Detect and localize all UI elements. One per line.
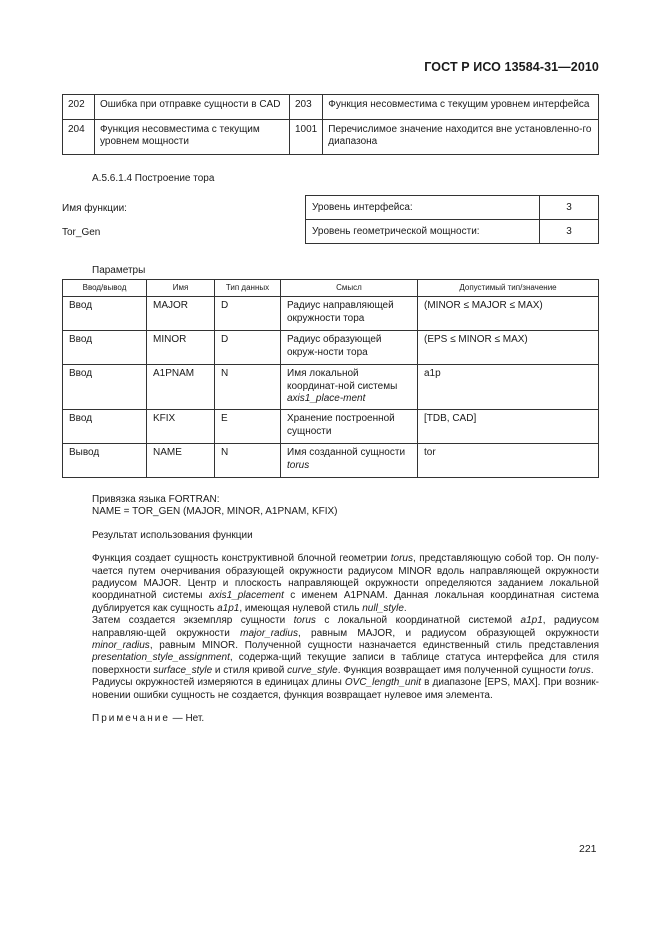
column-header: Ввод/вывод xyxy=(63,280,147,297)
param-name: A1PNAM xyxy=(147,365,215,410)
param-io: Ввод xyxy=(63,297,147,331)
result-title: Результат использования функции xyxy=(92,529,253,541)
table-row xyxy=(63,410,599,444)
error-codes-table xyxy=(62,94,599,155)
table-row xyxy=(63,95,599,120)
param-meaning xyxy=(281,365,418,410)
function-name-label: Имя функции: xyxy=(62,203,127,214)
fortran-title: Привязка языка FORTRAN: xyxy=(92,494,220,505)
param-type: N xyxy=(215,365,281,410)
table-row xyxy=(63,444,599,478)
paragraph: Затем создается экземпляр сущности torus с локальной координатной системой a1p1, радиусом направляю-щей окружности major_radius, равным MAJOR, и радиусом образующей окружности minor_radius, равным MINOR. Полученной сущности назначается единственный стиль представления presentation_style_assignment, содержа-щий текущие записи в таблице статуса интерфейса для стиля поверхности surface_style и стиля кривой curve_style. Функция возвращает имя полученной сущности torus. xyxy=(92,615,599,676)
param-name: MAJOR xyxy=(147,297,215,331)
column-header: Имя xyxy=(147,280,215,297)
column-header: Тип данных xyxy=(215,280,281,297)
paragraph: Функция создает сущность конструктивной блочной геометрии torus, представляющую собой тор. Он полу-чается путем очерчивания образующей окружности радиусом MINOR вдоль направляющей окружности радиусом MAJOR. Центр и плоскость направляющей окружности определяются заданием локальной координатной системы axis1_placement с именем A1PNAM. Данная локальная координатная система дублируется как сущность a1p1, имеющая нулевой стиль null_style. xyxy=(92,553,599,614)
param-allowed: (MINOR ≤ MAJOR ≤ MAX) xyxy=(418,297,599,331)
table-row xyxy=(63,120,599,155)
param-allowed: [TDB, CAD] xyxy=(418,410,599,444)
error-code: 203 xyxy=(290,95,323,120)
param-type: E xyxy=(215,410,281,444)
table-header-row xyxy=(63,280,599,297)
interface-level-label: Уровень интерфейса: xyxy=(306,196,540,220)
note-text: — Нет. xyxy=(169,713,205,725)
meaning-entity: torus xyxy=(287,459,310,471)
meaning-text: Имя локальной координат-ной системы xyxy=(287,368,398,392)
error-code: 1001 xyxy=(290,120,323,155)
geometry-level-value: 3 xyxy=(540,220,599,244)
params-table xyxy=(62,279,599,478)
param-allowed: (EPS ≤ MINOR ≤ MAX) xyxy=(418,331,599,365)
page-number: 221 xyxy=(579,843,597,855)
error-code: 204 xyxy=(63,120,95,155)
error-text: Функция несовместима с текущим уровнем интерфейса xyxy=(323,95,599,120)
param-type: D xyxy=(215,297,281,331)
error-code: 202 xyxy=(63,95,95,120)
note-label: Примечание xyxy=(92,713,170,725)
geometry-level-label: Уровень геометрической мощности: xyxy=(306,220,540,244)
param-meaning: Хранение построенной сущности xyxy=(281,410,418,444)
param-io: Ввод xyxy=(63,365,147,410)
params-title: Параметры xyxy=(92,265,146,276)
error-text: Ошибка при отправке сущности в CAD xyxy=(95,95,290,120)
table-row xyxy=(306,220,599,244)
param-name: NAME xyxy=(147,444,215,478)
param-io: Ввод xyxy=(63,410,147,444)
error-text: Перечислимое значение находится вне установленно-го диапазона xyxy=(323,120,599,155)
meaning-entity: axis1_place-ment xyxy=(287,393,366,404)
note xyxy=(62,713,599,725)
error-text: Функция несовместима с текущим уровнем мощности xyxy=(95,120,290,155)
table-row xyxy=(63,365,599,410)
param-meaning: Радиус направляющей окружности тора xyxy=(281,297,418,331)
param-meaning xyxy=(281,444,418,478)
function-levels-table xyxy=(305,195,599,244)
param-io: Ввод xyxy=(63,331,147,365)
meaning-text: Имя созданной сущности xyxy=(287,447,406,458)
param-allowed: a1p xyxy=(418,365,599,410)
param-io: Вывод xyxy=(63,444,147,478)
param-type: N xyxy=(215,444,281,478)
table-row xyxy=(63,297,599,331)
section-title: А.5.6.1.4 Построение тора xyxy=(92,173,215,184)
table-row xyxy=(63,331,599,365)
param-type: D xyxy=(215,331,281,365)
param-meaning: Радиус образующей окруж-ности тора xyxy=(281,331,418,365)
param-name: KFIX xyxy=(147,410,215,444)
paragraph: Радиусы окружностей измеряются в единицах длины OVC_length_unit в диапазоне [EPS, MAX]. При возник-новении ошибки сущность не создается, функция возвращает нулевое имя элемента. xyxy=(92,677,600,701)
column-header: Допустимый тип/значение xyxy=(418,280,599,297)
param-name: MINOR xyxy=(147,331,215,365)
function-name: Tor_Gen xyxy=(62,227,101,238)
column-header: Смысл xyxy=(281,280,418,297)
fortran-code: NAME = TOR_GEN (MAJOR, MINOR, A1PNAM, KFIX) xyxy=(92,506,338,518)
param-allowed: tor xyxy=(418,444,599,478)
interface-level-value: 3 xyxy=(540,196,599,220)
table-row xyxy=(306,196,599,220)
document-header: ГОСТ Р ИСО 13584-31—2010 xyxy=(424,60,599,74)
body-text xyxy=(62,494,599,726)
